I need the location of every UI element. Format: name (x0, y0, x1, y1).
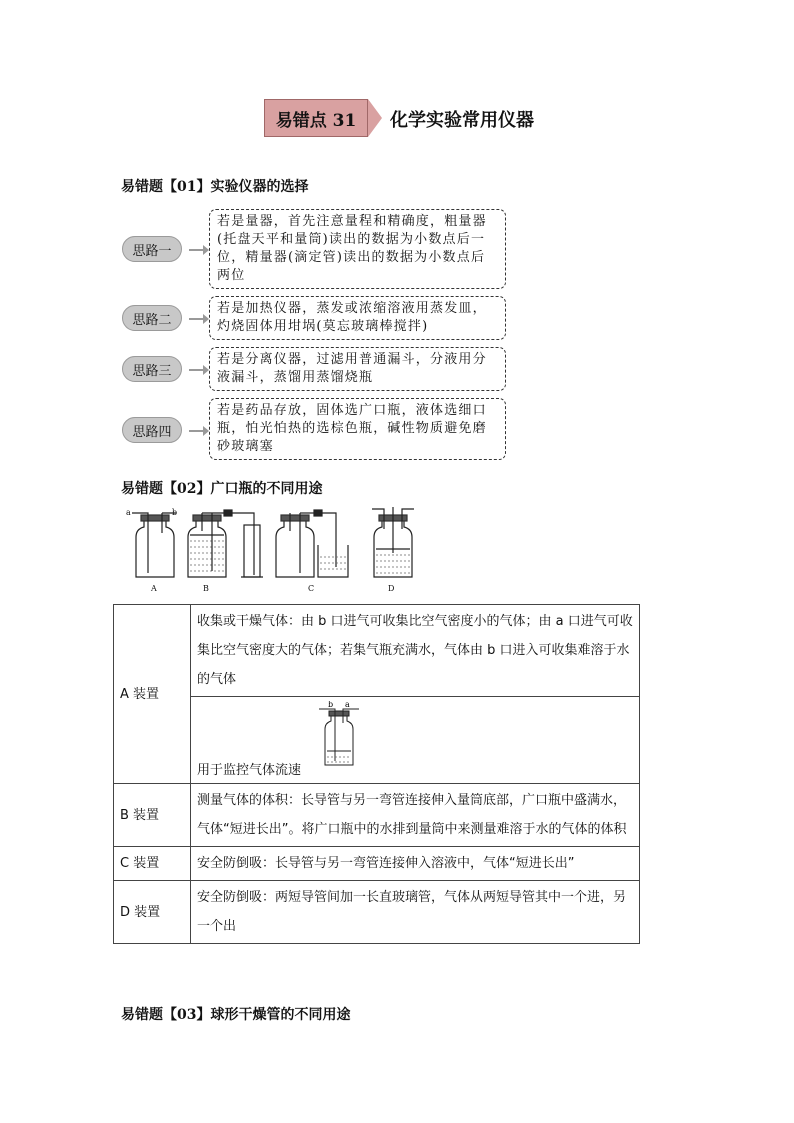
bottle-usage-table (113, 604, 640, 944)
figure-label-A: A (151, 584, 157, 593)
row-text: 测量气体的体积：长导管与另一弯管连接伸入量筒底部，广口瓶中盛满水，气体“短进长出”。将广口瓶中的水排到量筒中来测量难溶于水的气体的体积 (191, 784, 640, 847)
monitor-cell (191, 697, 640, 784)
monitor-caption: 用于监控气体流速 (197, 763, 302, 778)
row-text: 收集或干燥气体：由 b 口进气可收集比空气密度小的气体；由 a 口进气可收集比空气密度大的气体；若集气瓶充满水，气体由 b 口进入可收集难溶于水的气体 (191, 605, 640, 697)
think-box-1: 若是量器，首先注意量程和精确度，粗量器(托盘天平和量筒)读出的数据为小数点后一位，精量器(滴定管)读出的数据为小数点后两位 (209, 209, 506, 289)
page-title (264, 99, 594, 137)
row-label: C 装置 (114, 847, 191, 881)
table-row (114, 847, 640, 881)
title-text: 化学实验常用仪器 (390, 110, 534, 131)
figure-label-B: B (203, 584, 209, 593)
section-3-heading: 易错题【03】球形干燥管的不同用途 (121, 1007, 351, 1023)
arrow-icon (189, 249, 205, 251)
wide-mouth-bottle-figure (118, 505, 418, 595)
row-label: A 装置 (114, 605, 191, 784)
gas-flow-monitor-figure (315, 701, 363, 771)
table-row (114, 605, 640, 697)
think-label-1: 思路一 (122, 236, 182, 262)
table-row (114, 881, 640, 944)
row-label: B 装置 (114, 784, 191, 847)
think-label-2: 思路二 (122, 305, 182, 331)
think-label-4: 思路四 (122, 417, 182, 443)
table-row (114, 784, 640, 847)
row-text: 安全防倒吸：长导管与另一弯管连接伸入溶液中，气体“短进长出” (191, 847, 640, 881)
title-badge: 易错点 31 (264, 99, 368, 137)
row-label: D 装置 (114, 881, 191, 944)
arrow-icon (189, 318, 205, 320)
think-label-3: 思路三 (122, 356, 182, 382)
arrow-icon (189, 430, 205, 432)
figure-label-b: b (172, 508, 178, 517)
table-row (114, 697, 640, 784)
figure-label-D: D (388, 584, 395, 593)
figure-label-C: C (308, 584, 315, 593)
monitor-label-a: a (345, 701, 350, 709)
section-1-heading: 易错题【01】实验仪器的选择 (121, 179, 309, 195)
think-box-4: 若是药品存放，固体选广口瓶，液体选细口瓶，怕光怕热的选棕色瓶，碱性物质避免磨砂玻璃塞 (209, 398, 506, 460)
arrow-icon (189, 369, 205, 371)
think-box-3: 若是分离仪器，过滤用普通漏斗，分液用分液漏斗，蒸馏用蒸馏烧瓶 (209, 347, 506, 391)
section-2-heading: 易错题【02】广口瓶的不同用途 (121, 481, 323, 497)
title-arrow-shape (368, 99, 382, 137)
monitor-label-b: b (328, 701, 334, 709)
think-box-2: 若是加热仪器，蒸发或浓缩溶液用蒸发皿，灼烧固体用坩埚(莫忘玻璃棒搅拌) (209, 296, 506, 340)
figure-label-a: a (126, 508, 131, 517)
row-text: 安全防倒吸：两短导管间加一长直玻璃管，气体从两短导管其中一个进，另一个出 (191, 881, 640, 944)
